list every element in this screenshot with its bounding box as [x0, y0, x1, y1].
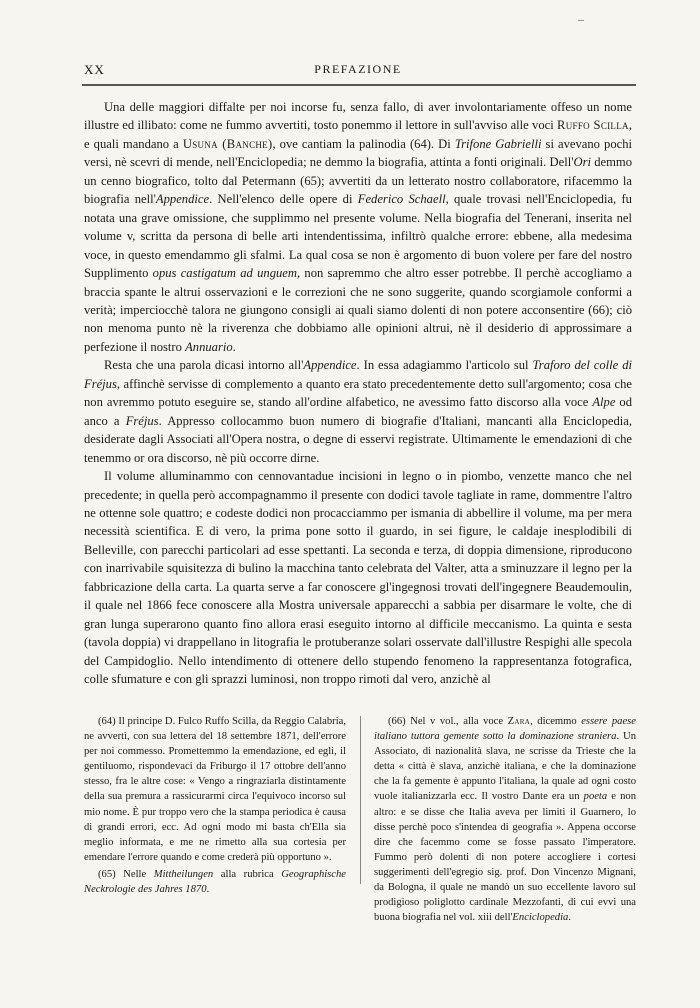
footnote-66: (66) Nel v vol., alla voce Zara, dicemmo essere paese italiano tuttora gemente sotto la dominazione straniera. Un Associato, di nazionalità slava, ne scrisse da Trieste che la detta « città è slava, anzichè italiana, e che la dominazione che la fa gemente è appunto l'italiana, la quale ad ogni costo vuole italianizzarla ecc. Il vostro Dante era un poeta e non altro: e se disse che Italia aveva per limiti il Guarnero, lo disse perchè poco s'intendea di geografia ». Appena occorse dire che facemmo come se fosse passato l'imperatore. Fummo però dolenti di non potere accogliere i cortesi suggerimenti dell'egregio sig. prof. Don Vincenzo Mignani, da Bologna, il quale ne mandò un suo eccellente lavoro sul prodigioso poliglotto cardinale Mezzofanti, di cui evvi una buona biografia nel vol. xiii dell'Enciclopedia.	[374, 716, 636, 924]
paragraph-3: Il volume alluminammo con cennovantadue incisioni in legno o in piombo, venzette manco che nel precedente; in quella però accompagnammo il presente con dodici tavole tagliate in rame, dommentre l'altro ne ottenne sole quattro; e codeste dodici non procacciammo per ismania di abbellire il volume, ma per mera necessità scientifica. E di vero, la prima pone sotto il guardo, in sei figure, le caldaje inesplodibili di Belleville, con parecchi particolari ad esse spettanti. La seconda e terza, di doppia dimensione, riproducono con inarrivabile squisitezza di bulino la macchina tanto celebrata del Valter, atta a sminuzzare il legno per la fabbricazione della carta. La quarta serve a far conoscere gl'ingegnosi trovati dell'ingegnere Beaudemoulin, il quale nel 1866 fece conoscere alla Mostra universale apparecchi a sabbia per disarmare le volte, che di gran lunga superarono quanto fino allora erasi eseguito intorno al difficile meccanismo. La quinta e sesta (tavola doppia) vi drappellano in litografia le protuberanze solari osservate dall'illustre Respighi alle specola del Campidoglio. Nello intendimento di ottenere dello stupendo fenomeno la rappresentanza fotografica, colle sfumature e con gli sprazzi luminosi, non troppo rimoti dal vero, anzichè al	[84, 469, 632, 687]
footnotes-left-column	[84, 714, 346, 899]
main-text	[84, 98, 632, 689]
column-divider	[360, 716, 361, 884]
footnotes-right-column	[374, 714, 636, 927]
footnotes	[84, 714, 636, 924]
header-rule	[82, 84, 636, 86]
scan-mark	[578, 20, 584, 21]
footnote-64: (64) Il principe D. Fulco Ruffo Scilla, da Reggio Calabria, ne avvertì, con sua lettera del 18 settembre 1871, dell'errore per noi commesso. Promettemmo la emendazione, ed egli, il gentiluomo, rispondevaci da Friburgo il 17 ottobre dell'anno stesso, fra le altre cose: « Vengo a ringraziarla distintamente della sua premura a rassicurarmi circa l'equivoco incorso sul mio nome. È pur troppo vero che la stampa periodica è causa di grandi errori, ecc. Ad ogni modo mi basta ch'Ella sia meglio informata, e me ne rimetto alla sua cortesia per emendare l'errore quando e come crederà più opportuno ».	[84, 716, 346, 863]
page-number: XX	[84, 62, 105, 77]
running-title: PREFAZIONE	[314, 62, 402, 76]
footnote-65: (65) Nelle Mittheilungen alla rubrica Geographische Neckrologie des Jahres 1870.	[84, 868, 347, 896]
paragraph-1: Una delle maggiori diffalte per noi incorse fu, senza fallo, di aver involontariamente offeso un nome illustre ed illibato: come ne fummo avvertiti, tosto ponemmo il lettore in sull'avviso alle voci Ruffo Scilla, e quali mandano a Usuna (Banche), ove cantiam la palinodia (64). Di Trifone Gabrielli si avevano pochi versi, nè scevri di mende, nell'Enciclopedia; ne demmo la biografia, attinta a fonti originali. Dell'Ori demmo un cenno biografico, tolto dal Petermann (65); avvertiti da un letterato nostro collaboratore, rifacemmo la biografia nell'Appendice. Nell'elenco delle opere di Federico Schaell, quale trovasi nell'Enciclopedia, fu notata una grave omissione, che supplimmo nel presente volume. Nella biografia del Tenerani, inserita nel volume v, scritta da persona di belle arti intendentissima, infiltrò qualche errore: ebbene, alla medesima voce, in questo emendammo gli sfalmi. La qual cosa se non è argomento di buon volere per fare del nostro Supplimento opus castigatum ad unguem, non sapremmo che altro esser potrebbe. Il perchè accogliamo a braccia spante le altrui osservazioni e le correzioni che ne sono suggerite, quando scorgiamole conformi a verità; imperciocchè talora ne giungono consigli ai quali siamo dolenti di non potere acconsentire (66); ciò non menoma punto nè la riverenza che dobbiamo alle opinioni altrui, nè il desiderio di approssimare a perfezione il nostro Annuario.	[84, 100, 633, 354]
paragraph-2: Resta che una parola dicasi intorno all'Appendice. In essa adagiammo l'articolo sul Traforo del colle di Fréjus, affinchè servisse di complemento a quanto era stato precedentemente detto sull'argomento; cosa che non avremmo potuto eseguire se, stando all'ordine alfabetico, ne avessimo fatto discorso alla voce Alpe od anco a Fréjus. Appresso collocammo buon numero di biografie d'Italiani, mancanti alla Enciclopedia, desiderate dagli Associati all'Opera nostra, o degne di esservi registrate. Ultimamente le emendazioni di che tenemmo or ora discorso, nè più occorre dirne.	[84, 358, 633, 465]
page-header	[84, 62, 632, 80]
